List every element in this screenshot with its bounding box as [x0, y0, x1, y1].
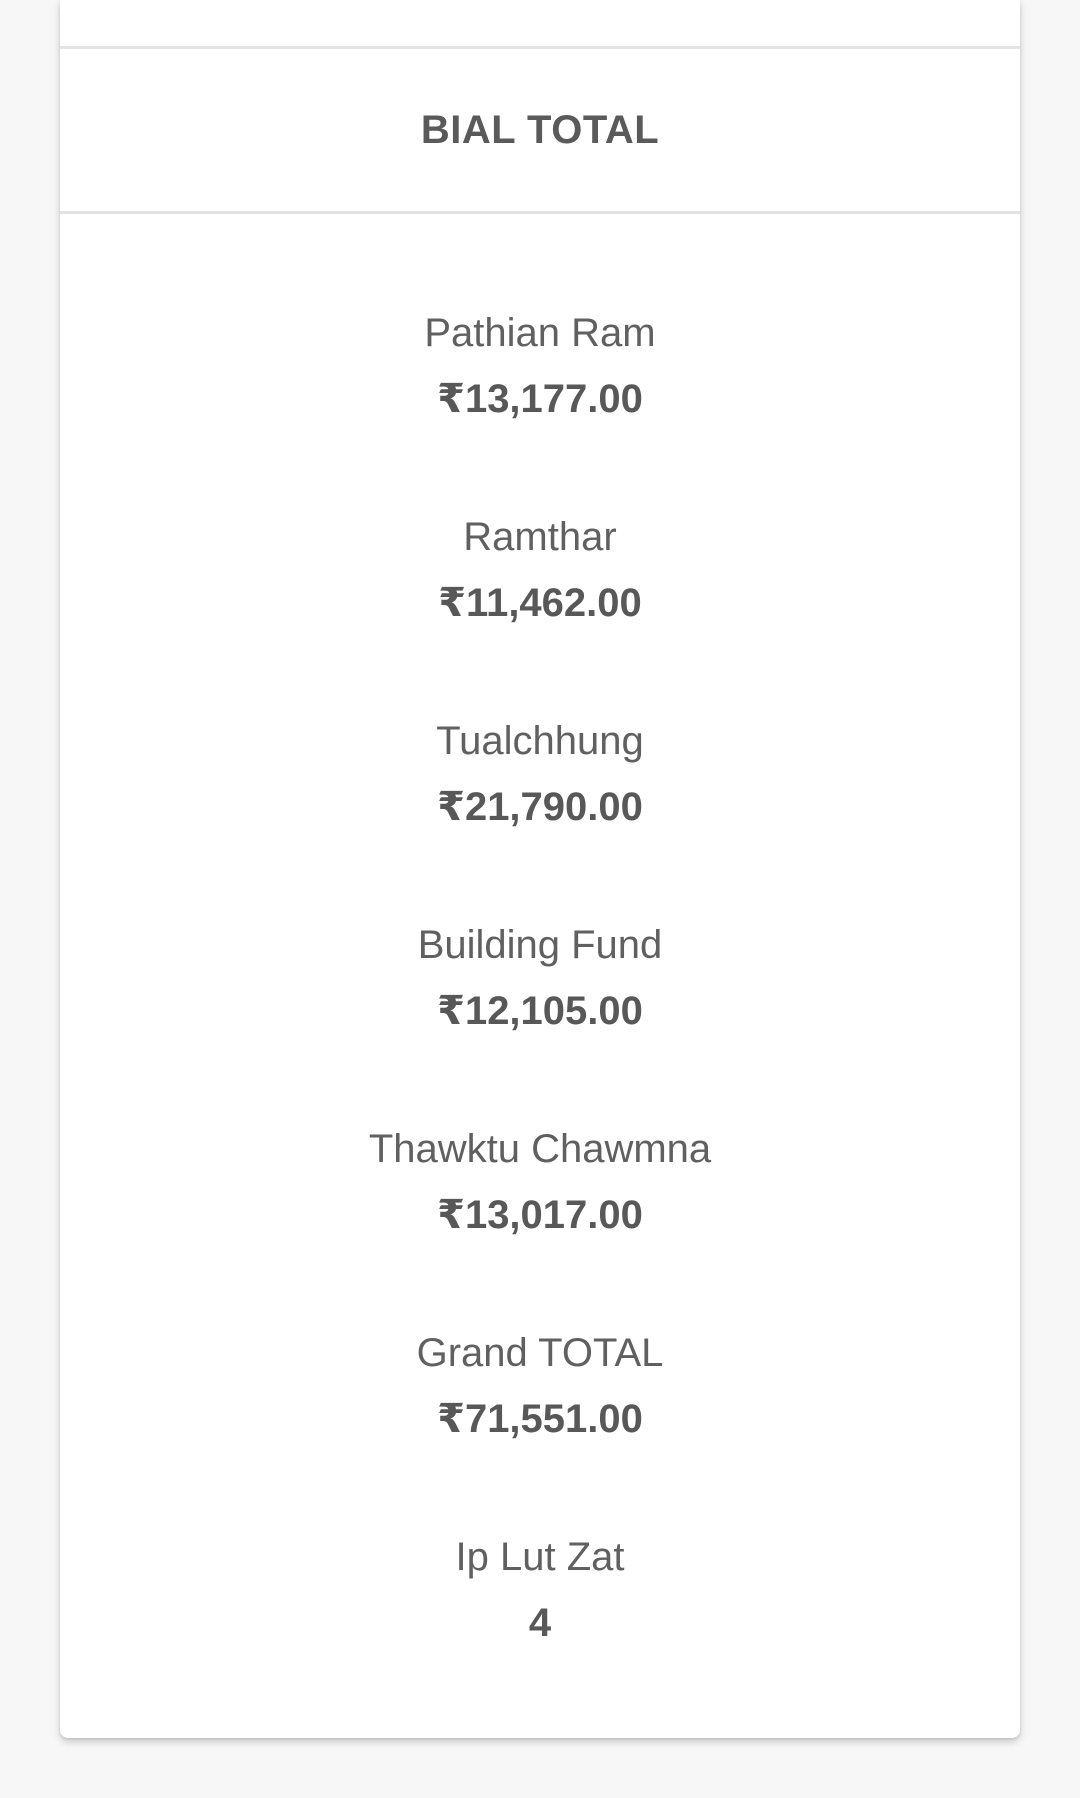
summary-item-building-fund [60, 920, 1020, 1060]
summary-label: Ramthar [463, 515, 617, 559]
summary-label: Tualchhung [436, 719, 644, 763]
summary-value: ₹13,017.00 [437, 1193, 643, 1237]
summary-value: ₹13,177.00 [437, 377, 643, 421]
summary-item-thawktu-chawmna [60, 1124, 1020, 1264]
summary-item-tualchhung [60, 716, 1020, 856]
summary-label: Building Fund [417, 923, 663, 967]
summary-label: Thawktu Chawmna [368, 1127, 712, 1171]
summary-value: ₹71,551.00 [437, 1397, 643, 1441]
summary-value: 4 [528, 1601, 552, 1645]
bial-total-card [60, 0, 1020, 1738]
summary-label: Pathian Ram [424, 311, 656, 355]
summary-item-pathian-ram [60, 308, 1020, 448]
summary-label: Grand TOTAL [416, 1331, 664, 1375]
summary-item-grand-total [60, 1328, 1020, 1468]
card-title: BIAL TOTAL [420, 107, 660, 152]
summary-item-ramthar [60, 512, 1020, 652]
summary-value: ₹21,790.00 [437, 785, 643, 829]
header-divider [60, 211, 1020, 214]
summary-value: ₹11,462.00 [438, 581, 642, 625]
summary-label: Ip Lut Zat [455, 1535, 625, 1579]
summary-value: ₹12,105.00 [437, 989, 643, 1033]
summary-item-ip-lut-zat [60, 1532, 1020, 1672]
card-header [60, 49, 1020, 211]
